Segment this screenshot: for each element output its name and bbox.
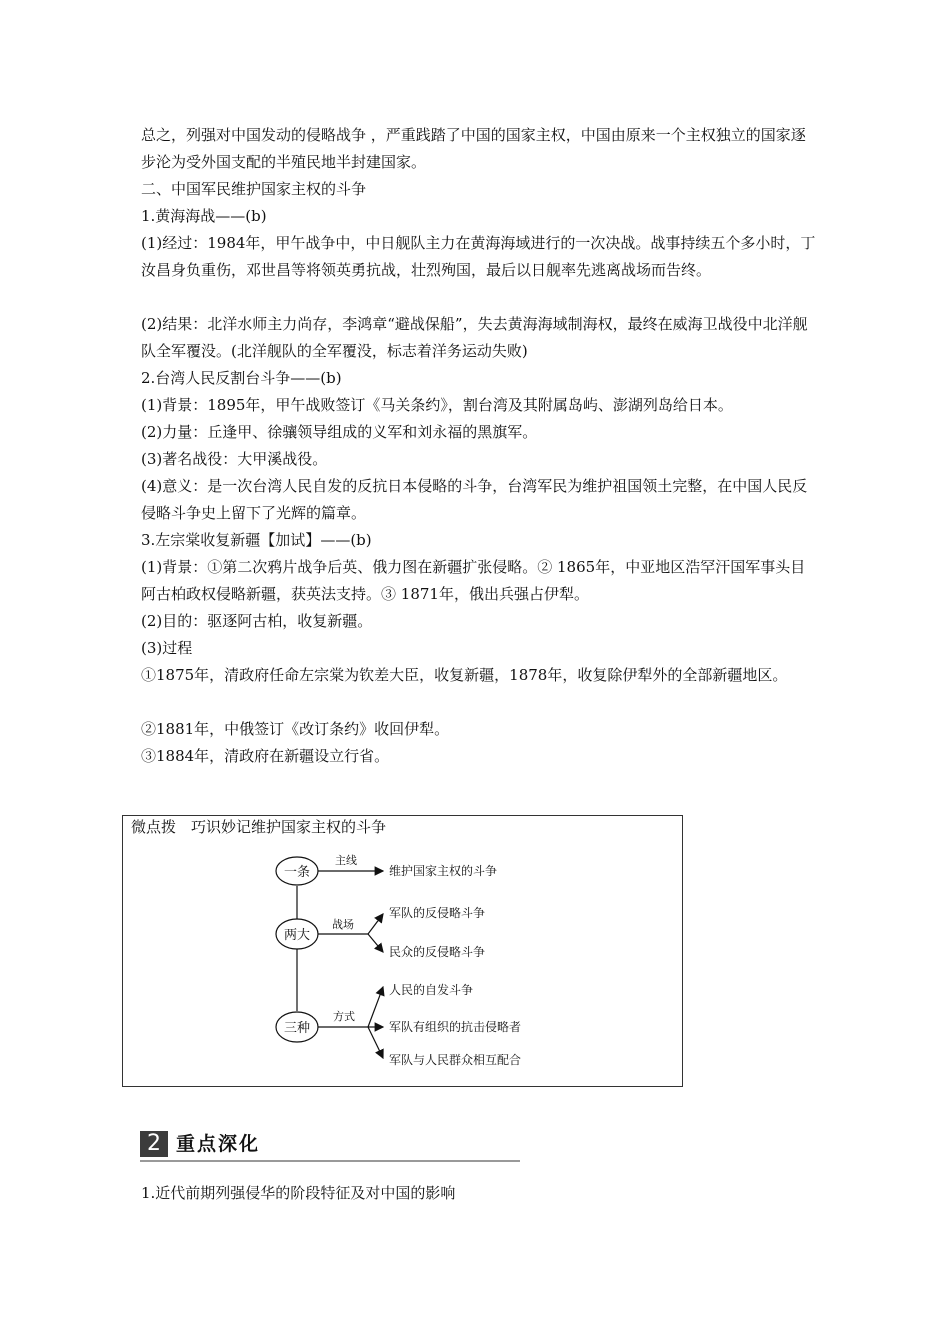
paragraph-taiwan-significance: (4)意义：是一次台湾人民自发的反抗日本侵略的斗争，台湾军民为维护祖国领土完整，在中国人民反侵略斗争史上留下了光辉的篇章。 bbox=[141, 477, 808, 522]
paragraph-taiwan-background: (1)背景：1895年，甲午战败签订《马关条约》，割台湾及其附属岛屿、澎湖列岛给日本。 bbox=[141, 396, 733, 414]
subheading-yellow-sea: 1.黄海海战——(b) bbox=[141, 207, 267, 225]
leaf-spontaneous-struggle: 人民的自发斗争 bbox=[389, 983, 474, 997]
section-title: 重点深化 bbox=[176, 1133, 261, 1155]
node-liangda: 两大 bbox=[283, 928, 311, 943]
section-heading-struggle: 二、中国军民维护国家主权的斗争 bbox=[141, 180, 367, 198]
subheading-taiwan: 2.台湾人民反割台斗争——(b) bbox=[141, 369, 342, 387]
paragraph-key-point-1: 1.近代前期列强侵华的阶段特征及对中国的影响 bbox=[141, 1184, 456, 1202]
section-header bbox=[140, 1130, 520, 1162]
edge-sanzhong-upper bbox=[368, 987, 383, 1027]
paragraph-taiwan-forces: (2)力量：丘逢甲、徐骧领导组成的义军和刘永福的黑旗军。 bbox=[141, 423, 538, 441]
paragraph-xinjiang-process-heading: (3)过程 bbox=[141, 639, 193, 657]
section-number: 2 bbox=[140, 1131, 168, 1157]
leaf-organized-army: 军队有组织的抗击侵略者 bbox=[389, 1020, 522, 1034]
node-yitiao: 一条 bbox=[283, 865, 311, 880]
paragraph-xinjiang-background: (1)背景：①第二次鸦片战争后英、俄力图在新疆扩张侵略。② 1865年，中亚地区浩罕汗国军事头目阿古柏政权侵略新疆，获英法支持。③ 1871年，俄出兵强占伊犁。 bbox=[141, 558, 806, 603]
tip-box bbox=[122, 815, 683, 1087]
leaf-sovereignty-struggle: 维护国家主权的斗争 bbox=[389, 864, 498, 878]
mind-map-diagram bbox=[123, 816, 682, 1086]
edge-label-zhanchang: 战场 bbox=[332, 918, 354, 931]
paragraph-xinjiang-process-3: ③1884年，清政府在新疆设立行省。 bbox=[141, 747, 390, 765]
leaf-people-struggle: 民众的反侵略斗争 bbox=[389, 945, 486, 959]
paragraph-xinjiang-process-2: ②1881年，中俄签订《改订条约》收回伊犁。 bbox=[141, 720, 450, 738]
paragraph-yellow-sea-process: (1)经过：1984年，甲午战争中，中日舰队主力在黄海海域进行的一次决战。战事持续五个多小时，丁汝昌身负重伤，邓世昌等将领英勇抗战，壮烈殉国，最后以日舰率先逃离战场而告终。 bbox=[141, 234, 816, 279]
node-sanzhong: 三种 bbox=[283, 1021, 311, 1036]
paragraph-xinjiang-purpose: (2)目的：驱逐阿古柏，收复新疆。 bbox=[141, 612, 373, 630]
paragraph-xinjiang-process-1: ①1875年，清政府任命左宗棠为钦差大臣，收复新疆，1878年，收复除伊犁外的全部新疆地区。 bbox=[141, 666, 788, 684]
leaf-army-struggle: 军队的反侵略斗争 bbox=[389, 906, 486, 920]
edge-label-fangshi: 方式 bbox=[333, 1010, 355, 1023]
edge-liangda-upper bbox=[368, 914, 383, 934]
paragraph-summary: 总之，列强对中国发动的侵略战争 ，严重践踏了中国的国家主权，中国由原来一个主权独立的国家逐步沦为受外国支配的半殖民地半封建国家。 bbox=[141, 126, 806, 171]
edge-liangda-lower bbox=[368, 934, 383, 952]
tip-box-title: 微点拨 巧识妙记维护国家主权的斗争 bbox=[131, 818, 387, 836]
subheading-xinjiang: 3.左宗棠收复新疆【加试】——(b) bbox=[141, 531, 372, 549]
edge-sanzhong-lower bbox=[368, 1027, 383, 1058]
paragraph-taiwan-battle: (3)著名战役：大甲溪战役。 bbox=[141, 450, 328, 468]
leaf-army-people-cooperation: 军队与人民群众相互配合 bbox=[389, 1053, 522, 1067]
edge-label-zhuxian: 主线 bbox=[335, 854, 357, 867]
paragraph-yellow-sea-result: (2)结果：北洋水师主力尚存，李鸿章“避战保船”，失去黄海海域制海权，最终在威海卫战役中北洋舰队全军覆没。(北洋舰队的全军覆没，标志着洋务运动失败) bbox=[141, 315, 808, 360]
